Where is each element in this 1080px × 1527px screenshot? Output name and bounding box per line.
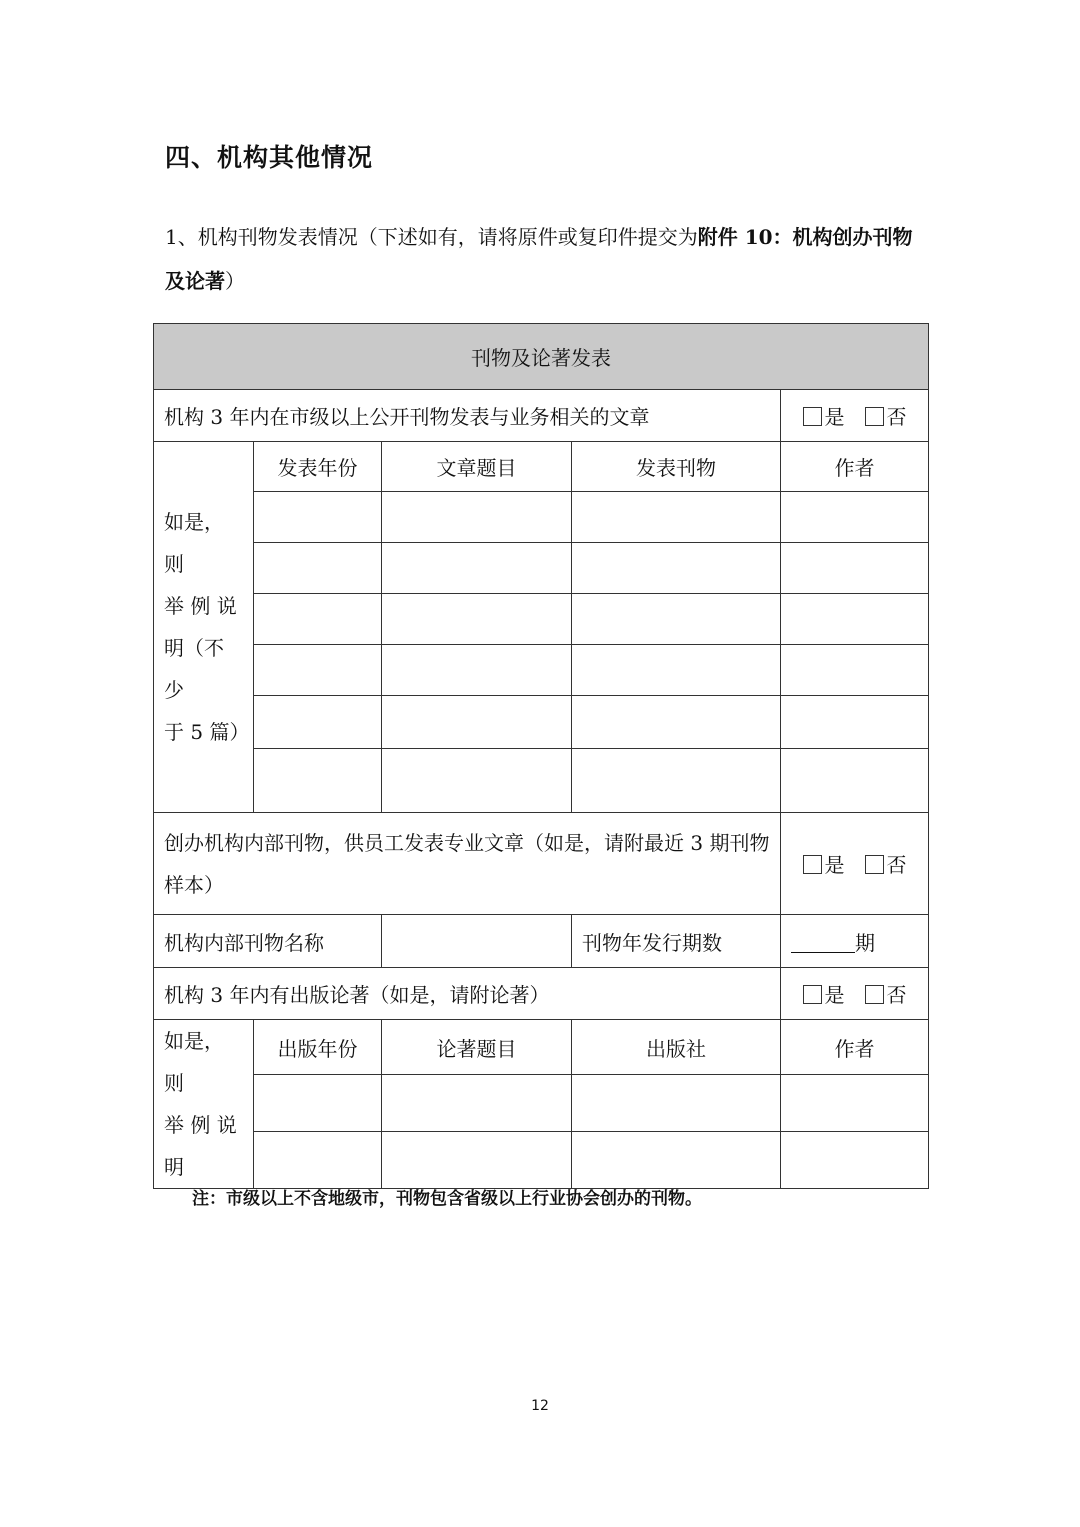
no-label: 否 bbox=[886, 405, 907, 429]
row-articles-question: 机构 3 年内在市级以上公开刊物发表与业务相关的文章 bbox=[154, 390, 781, 442]
input-cell[interactable] bbox=[781, 696, 929, 749]
page-number: 12 bbox=[531, 1398, 549, 1414]
input-cell[interactable] bbox=[382, 543, 572, 594]
input-cell[interactable] bbox=[781, 1131, 929, 1188]
row-articles-choice bbox=[781, 390, 929, 442]
input-cell[interactable] bbox=[781, 1075, 929, 1131]
row-books-choice bbox=[781, 968, 929, 1020]
col-header-year: 发表年份 bbox=[254, 442, 382, 492]
table-row bbox=[154, 1131, 929, 1188]
yes-checkbox[interactable] bbox=[803, 855, 822, 874]
input-cell[interactable] bbox=[572, 1131, 781, 1188]
yes-label: 是 bbox=[824, 405, 845, 429]
no-checkbox[interactable] bbox=[865, 985, 884, 1004]
table-header: 刊物及论著发表 bbox=[154, 324, 929, 390]
input-cell[interactable] bbox=[781, 645, 929, 696]
input-cell[interactable] bbox=[254, 696, 382, 749]
input-cell[interactable] bbox=[254, 749, 382, 813]
books-side-label bbox=[154, 1020, 254, 1189]
issues-per-year-label: 刊物年发行期数 bbox=[572, 915, 781, 968]
col-header-journal: 发表刊物 bbox=[572, 442, 781, 492]
internal-journal-name-label: 机构内部刊物名称 bbox=[154, 915, 382, 968]
input-cell[interactable] bbox=[254, 1075, 382, 1131]
no-checkbox[interactable] bbox=[865, 407, 884, 426]
internal-journal-name-input[interactable] bbox=[382, 915, 572, 968]
input-cell[interactable] bbox=[781, 749, 929, 813]
intro-prefix: 1、机构刊物发表情况（下述如有，请将原件或复印件提交为 bbox=[165, 225, 698, 249]
input-cell[interactable] bbox=[254, 594, 382, 645]
input-cell[interactable] bbox=[572, 492, 781, 543]
row-internal-journal-choice bbox=[781, 813, 929, 915]
input-cell[interactable] bbox=[781, 594, 929, 645]
col-header-title: 文章题目 bbox=[382, 442, 572, 492]
input-cell[interactable] bbox=[382, 594, 572, 645]
input-cell[interactable] bbox=[382, 1075, 572, 1131]
input-cell[interactable] bbox=[572, 1075, 781, 1131]
side-line: 明 bbox=[164, 1155, 184, 1179]
input-cell[interactable] bbox=[382, 492, 572, 543]
publication-table bbox=[153, 323, 929, 1189]
table-row bbox=[154, 696, 929, 749]
table-row bbox=[154, 749, 929, 813]
input-cell[interactable] bbox=[382, 645, 572, 696]
intro-suffix: ） bbox=[225, 269, 245, 293]
input-cell[interactable] bbox=[572, 696, 781, 749]
no-label: 否 bbox=[886, 983, 907, 1007]
input-cell[interactable] bbox=[781, 492, 929, 543]
input-cell[interactable] bbox=[572, 543, 781, 594]
articles-side-label bbox=[154, 442, 254, 813]
table-row bbox=[154, 594, 929, 645]
no-checkbox[interactable] bbox=[865, 855, 884, 874]
table-row bbox=[154, 543, 929, 594]
side-line: 举 例 说 bbox=[164, 1113, 237, 1137]
issues-per-year-field[interactable] bbox=[781, 915, 929, 968]
input-cell[interactable] bbox=[254, 492, 382, 543]
table-row bbox=[154, 492, 929, 543]
row-books-question: 机构 3 年内有出版论著（如是，请附论著） bbox=[154, 968, 781, 1020]
side-line: 如是，则 bbox=[164, 1029, 224, 1095]
section-title: 四、机构其他情况 bbox=[165, 143, 374, 172]
side-line: 举 例 说 bbox=[164, 594, 237, 618]
intro-paragraph bbox=[165, 215, 925, 303]
input-cell[interactable] bbox=[254, 1131, 382, 1188]
issues-unit: 期 bbox=[855, 930, 875, 955]
issues-blank[interactable] bbox=[791, 932, 855, 953]
table-row bbox=[154, 645, 929, 696]
side-line: 于 5 篇） bbox=[164, 720, 250, 744]
no-label: 否 bbox=[886, 853, 907, 877]
col-header-author: 作者 bbox=[781, 1020, 929, 1075]
footnote: 注：市级以上不含地级市，刊物包含省级以上行业协会创办的刊物。 bbox=[192, 1189, 702, 1209]
input-cell[interactable] bbox=[382, 749, 572, 813]
col-header-author: 作者 bbox=[781, 442, 929, 492]
table-row bbox=[154, 1075, 929, 1131]
input-cell[interactable] bbox=[254, 543, 382, 594]
yes-checkbox[interactable] bbox=[803, 985, 822, 1004]
yes-label: 是 bbox=[824, 983, 845, 1007]
yes-checkbox[interactable] bbox=[803, 407, 822, 426]
row-internal-journal-question: 创办机构内部刊物，供员工发表专业文章（如是，请附最近 3 期刊物样本） bbox=[154, 813, 781, 915]
input-cell[interactable] bbox=[254, 645, 382, 696]
input-cell[interactable] bbox=[382, 1131, 572, 1188]
col-header-year: 出版年份 bbox=[254, 1020, 382, 1075]
input-cell[interactable] bbox=[572, 645, 781, 696]
input-cell[interactable] bbox=[572, 594, 781, 645]
yes-label: 是 bbox=[824, 853, 845, 877]
input-cell[interactable] bbox=[781, 543, 929, 594]
side-line: 如是，则 bbox=[164, 510, 224, 576]
side-line: 明（不少 bbox=[164, 636, 224, 702]
col-header-publisher: 出版社 bbox=[572, 1020, 781, 1075]
input-cell[interactable] bbox=[572, 749, 781, 813]
intro-attachment: 附件 10：机构创办刊物及论著 bbox=[165, 225, 913, 293]
input-cell[interactable] bbox=[382, 696, 572, 749]
col-header-title: 论著题目 bbox=[382, 1020, 572, 1075]
